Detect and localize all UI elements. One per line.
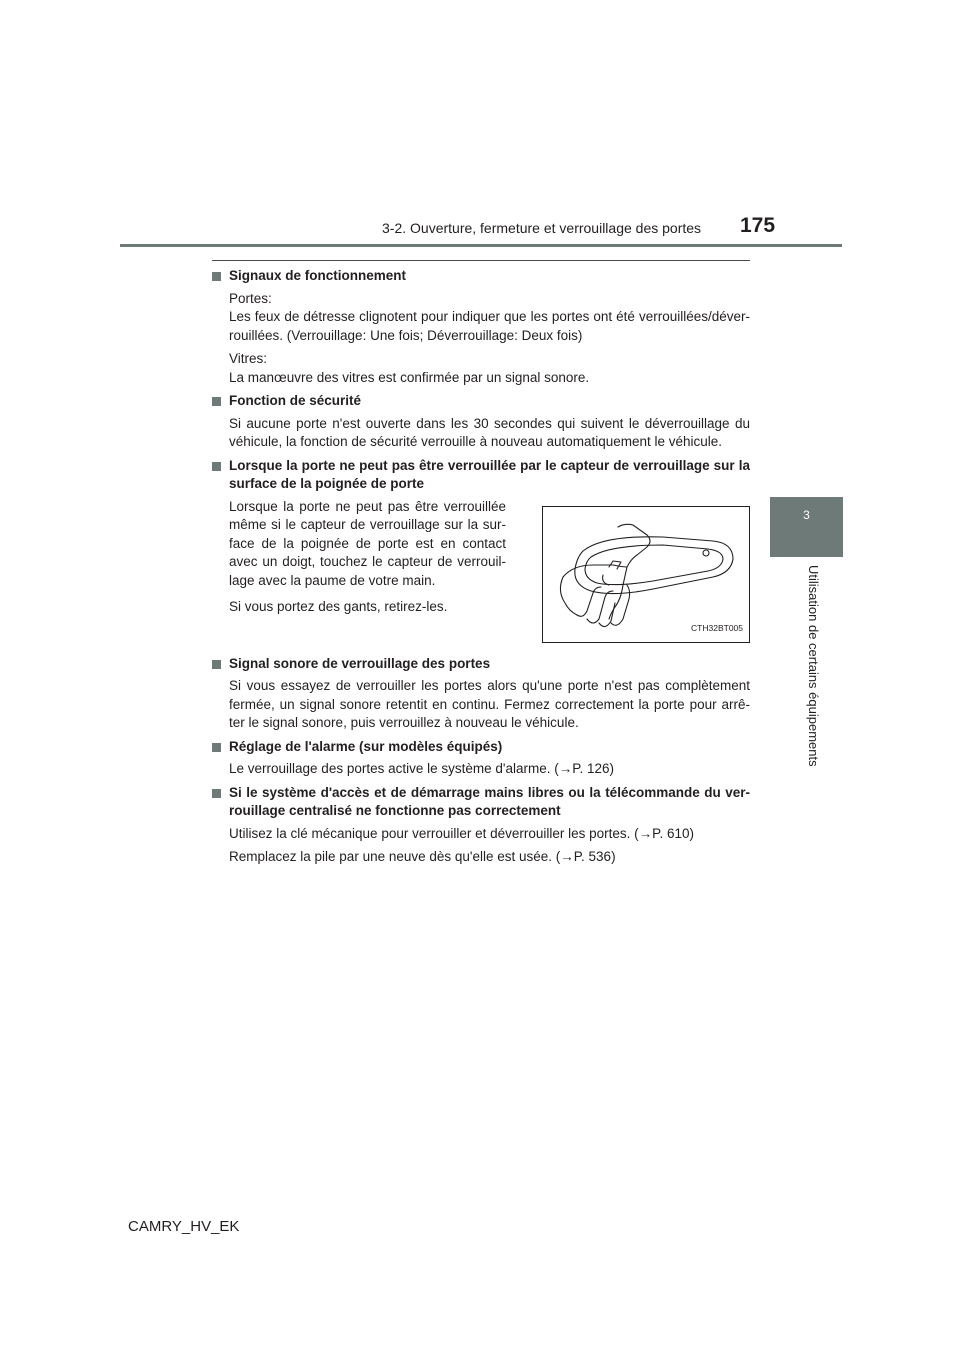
section-heading: Lorsque la porte ne peut pas être verrouillée par le capteur de verrouillage sur la surface de la poignée de porte [229, 457, 750, 491]
paragraph-text: La manœuvre des vitres est confirmée par un signal sonore. [229, 369, 590, 385]
chapter-title-vertical: Utilisation de certains équipements [806, 565, 821, 767]
paragraph-text: Remplacez la pile par une neuve dès qu'elle est usée. (→P. 536) [229, 849, 616, 864]
model-code: CAMRY_HV_EK [128, 1218, 240, 1235]
paragraph-text: Les feux de détresse clignotent pour indiquer que les portes ont été verrouillées/déver-rouillées. (Verrouillage: Une fois; Déverrouillage: Deux fois) [229, 309, 750, 343]
section-heading: Fonction de sécurité [229, 393, 362, 408]
section-lock-buzzer [212, 655, 750, 733]
section-heading: Réglage de l'alarme (sur modèles équipés) [229, 738, 503, 754]
paragraph-text: Utilisez la clé mécanique pour verrouiller et déverrouiller les portes. (→P. 610) [229, 825, 694, 841]
paragraph-label: Vitres: [229, 351, 268, 366]
header-rule [120, 244, 842, 247]
bullet-square-icon [212, 397, 221, 406]
paragraph-text: Si vous portez des gants, retirez-les. [229, 599, 448, 614]
paragraph-text: Lorsque la porte ne peut pas être verrouillée même si le capteur de verrouillage sur la sur-face de la poignée de porte est en contact avec un doigt, touchez le capteur de verrouil-lage avec la paume de votre main. [229, 498, 506, 588]
door-handle-illustration [542, 506, 750, 643]
bullet-square-icon [212, 462, 221, 471]
section-alarm-setting [212, 738, 750, 779]
section-security-function [212, 392, 750, 452]
section-heading: Signaux de fonctionnement [229, 268, 407, 283]
bullet-square-icon [212, 743, 221, 752]
section-operation-signals [212, 267, 750, 387]
bullet-square-icon [212, 272, 221, 281]
page-number: 175 [740, 214, 776, 237]
section-smart-key-failure [212, 784, 750, 867]
bullet-square-icon [212, 660, 221, 669]
chapter-tab: 3 [770, 497, 843, 557]
page-content [212, 267, 750, 872]
section-heading: Si le système d'accès et de démarrage mains libres ou la télécommande du ver-rouillage centralisé ne fonctionne pas correctement [229, 784, 750, 818]
section-lock-sensor [212, 457, 750, 643]
content-top-rule [212, 260, 750, 261]
figure-code: CTH32BT005 [691, 623, 743, 633]
paragraph-text: Si vous essayez de verrouiller les portes alors qu'une porte n'est pas complètement fermée, un signal sonore retentit en continu. Fermez correctement la porte pour arrê-ter le signal sonore, puis verrouillez à nouveau le véhicule. [229, 678, 750, 730]
paragraph-label: Portes: [229, 290, 272, 306]
section-heading: Signal sonore de verrouillage des portes [229, 655, 491, 671]
header-section-title: 3-2. Ouverture, fermeture et verrouillage des portes [382, 220, 702, 236]
paragraph-text: Le verrouillage des portes active le système d'alarme. (→P. 126) [229, 761, 615, 776]
bullet-square-icon [212, 789, 221, 798]
paragraph-text: Si aucune porte n'est ouverte dans les 30 secondes qui suivent le déverrouillage du véhicule, la fonction de sécurité verrouille à nouveau automatiquement le véhicule. [229, 415, 750, 449]
